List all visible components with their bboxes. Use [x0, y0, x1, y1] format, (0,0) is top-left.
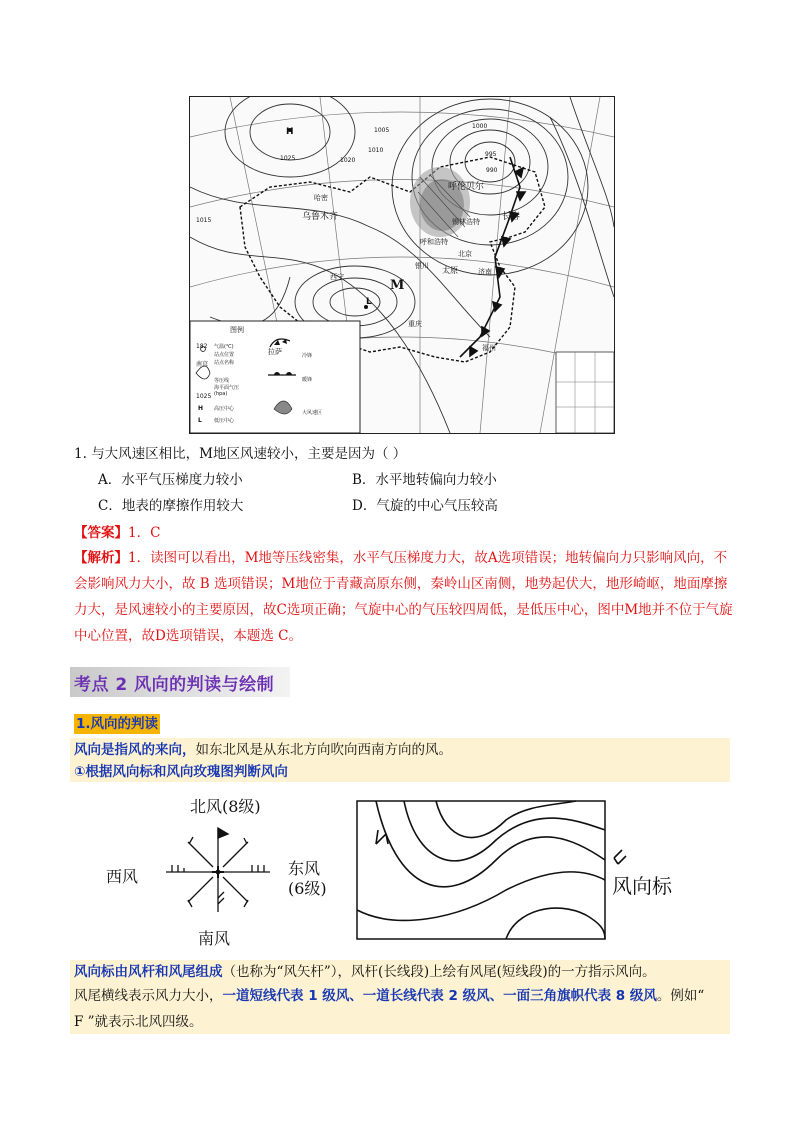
option-c-text: 地表的摩擦作用较大 [121, 498, 244, 514]
option-c[interactable] [98, 496, 243, 516]
legend-code-l: L [198, 417, 202, 424]
city-label-beijing: 北京 [458, 250, 472, 258]
para4-end: 。例如“ [656, 988, 705, 1004]
legend-item-warm-front: 暖锋 [302, 377, 313, 383]
isobar-label-1010: 1010 [368, 147, 384, 154]
map-marker-m: M [390, 278, 405, 293]
isobar-icon [196, 366, 210, 379]
option-c-letter: C． [98, 498, 122, 514]
legend-code-temp: 182 [196, 343, 208, 350]
city-label-hohhot: 呼和浩特 [420, 238, 448, 246]
para-barb-structure [74, 962, 656, 982]
option-a-text: 水平气压梯度力较小 [121, 472, 243, 488]
low-marker: L [366, 297, 372, 307]
legend-item-station: 站点位置 [214, 352, 235, 358]
question-stem [74, 444, 406, 464]
weather-map-figure [189, 96, 615, 434]
isobar-label-1025: 1025 [280, 155, 296, 162]
legend-item-low: 低压中心 [214, 418, 235, 424]
wind-barb-figure [96, 792, 346, 952]
label-south-wind: 南风 [198, 929, 231, 948]
question-number: 1. [74, 446, 87, 462]
legend-code-isobar: 1025 [196, 393, 212, 400]
section-title: 考点 2 风向的判读与绘制 [74, 675, 275, 695]
option-a[interactable] [98, 470, 243, 490]
label-east-wind: 东风 [288, 859, 321, 878]
option-d-letter: D． [352, 498, 377, 514]
legend-item-cold-front: 冷锋 [302, 353, 313, 359]
city-label-hulunbuir: 呼伦贝尔 [448, 182, 485, 192]
legend-item-temp: 气温(℃) [214, 344, 234, 350]
para-barb-meaning [74, 986, 704, 1006]
high-marker: H [286, 127, 294, 137]
subsection-heading: 1.风向的判读 [76, 716, 159, 732]
answer-text: 1．C [128, 525, 161, 541]
legend-item-isobar: 等压线 [214, 378, 230, 384]
legend-symbols [190, 321, 360, 433]
legend-item-high: 高压中心 [214, 406, 235, 412]
city-label-yinchuan: 银川 [415, 262, 429, 270]
label-west-wind: 西风 [106, 867, 139, 886]
option-b[interactable] [352, 470, 497, 490]
para-method-heading: ①根据风向标和风向玫瑰图判断风向 [74, 764, 288, 780]
para3-mid: （也称为“风矢杆”），风杆(长线段)上绘有风尾(短线段)的一方指示风向。 [222, 964, 656, 980]
legend-item-station-name: 站点名称 [214, 360, 235, 366]
option-b-text: 水平地转偏向力较小 [375, 472, 497, 488]
legend-item-sea-pressure: 海平面气压 [214, 385, 240, 391]
city-label-lhasa: 拉萨 [268, 348, 282, 356]
isobar-label-995: 995 [485, 151, 497, 158]
answer-line [74, 523, 160, 543]
para3-bold: 风向标由风杆和风尾组成 [74, 964, 223, 980]
option-d-text: 气旋的中心气压较高 [376, 498, 498, 514]
legend-code-h: H [198, 405, 204, 412]
cold-front-icon [270, 339, 290, 347]
city-label-xining: 西宁 [330, 273, 344, 281]
explanation-label: 【解析】 [74, 550, 128, 566]
city-label-chongqing: 重庆 [408, 320, 422, 328]
option-d[interactable] [352, 496, 498, 516]
para4-start: 风尾横线表示风力大小， [74, 988, 223, 1004]
legend-title: 图例 [230, 326, 244, 334]
legend-item-gale-zone: 大风速区 [302, 410, 323, 416]
city-label-jinan: 济南 [478, 268, 492, 276]
city-label-fuzhou: 福州 [482, 344, 496, 352]
para4-bold: 一道短线代表 1 级风、一道长线代表 2 级风、一面三角旗帜代表 8 级风 [222, 988, 657, 1004]
city-label-xilinhot: 锡林浩特 [452, 218, 480, 226]
para1-rest: 如东北风是从东北方向吹向西南方向的风。 [195, 742, 452, 758]
isobar-label-1005: 1005 [374, 127, 390, 134]
option-b-letter: B． [352, 472, 376, 488]
isobar-label-1000: 1000 [472, 123, 488, 130]
question-text: 与大风速区相比，M地区风速较小，主要是因为（ ） [91, 446, 407, 462]
isobar-label-1015: 1015 [196, 217, 212, 224]
isobar-label-1020: 1020 [340, 157, 356, 164]
label-wind-vane: 风向标 [612, 874, 672, 898]
label-north-wind: 北风(8级) [190, 797, 261, 816]
legend-item-hpa: (hpa) [214, 391, 228, 397]
option-a-letter: A． [98, 472, 122, 488]
legend-code-city: 南京 [196, 361, 209, 368]
isobar-label-990: 990 [486, 167, 498, 174]
city-label-urumqi: 乌鲁木齐 [302, 212, 339, 222]
para-wind-direction-definition [74, 740, 452, 760]
city-label-taiyuan: 太原 [442, 266, 458, 275]
section-heading [70, 667, 290, 697]
para-barb-example: F ”就表示北风四级。 [74, 1014, 203, 1030]
station-icon [201, 347, 206, 352]
para1-bold: 风向是指风的来向， [74, 742, 196, 758]
explanation-text: 1．读图可以看出，M地等压线密集，水平气压梯度力大，故A选项错误；地转偏向力只影响风向，不会影响风力大小，故 B 选项错误；M地位于青藏高原东侧，秦岭山区南侧，地势起伏大，地形崎岖，地面摩擦力大，是风速较小的主要原因，故C选项正确；气旋中心的气压较四周低，是低压中心，图中M地并不位于气旋中心位置，故D选项错误，本题选 C。 [74, 550, 733, 644]
city-label-changchun: 长春 [502, 212, 521, 222]
gale-zone-icon [274, 401, 292, 414]
label-east-level: (6级) [288, 879, 327, 898]
city-label-hami: 哈密 [314, 194, 328, 202]
contour-wind-figure [356, 800, 696, 940]
explanation-block [74, 545, 734, 649]
answer-label: 【答案】 [74, 525, 128, 541]
